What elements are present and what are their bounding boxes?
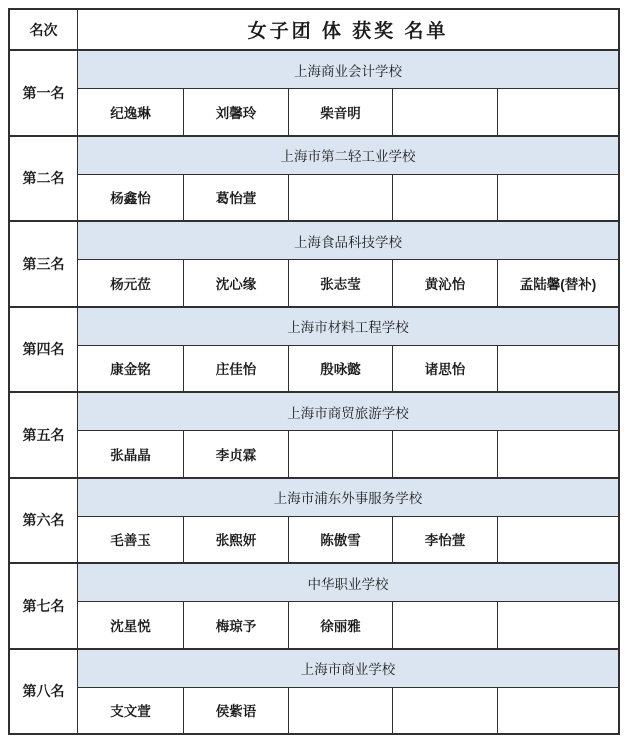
school-cell-5: 上海市商贸旅游学校 [77,391,618,430]
member-cell [497,601,618,648]
member-cell: 刘馨玲 [183,88,288,135]
member-cell [497,430,618,477]
member-cell: 徐丽雅 [288,601,392,648]
member-cell: 葛怡萱 [183,174,288,221]
member-cell: 诸思怡 [392,345,497,392]
member-cell [392,687,497,734]
member-cell: 陈傲雪 [288,516,392,563]
member-cell: 张晶晶 [77,430,183,477]
member-cell: 康金铭 [77,345,183,392]
school-cell-7: 中华职业学校 [77,562,618,601]
school-cell-6: 上海市浦东外事服务学校 [77,477,618,516]
member-cell: 张志莹 [288,259,392,306]
member-cell [392,174,497,221]
rank-column-header: 名次 [29,21,58,38]
member-cell: 支文萱 [77,687,183,734]
member-cell [497,687,618,734]
school-cell-1: 上海商业会计学校 [77,49,618,88]
member-cell [288,687,392,734]
school-cell-2: 上海市第二轻工业学校 [77,135,618,174]
member-cell [392,601,497,648]
member-cell [497,174,618,221]
member-cell: 沈心缘 [183,259,288,306]
member-cell [392,88,497,135]
rank-cell-4: 第四名 [10,306,77,392]
member-cell: 杨元莅 [77,259,183,306]
rank-cell-2: 第二名 [10,135,77,221]
rank-cell-3: 第三名 [10,220,77,306]
school-cell-8: 上海市商业学校 [77,648,618,687]
school-cell-3: 上海食品科技学校 [77,220,618,259]
member-cell [497,88,618,135]
member-cell: 柴音明 [288,88,392,135]
member-cell: 毛善玉 [77,516,183,563]
member-cell [288,174,392,221]
member-cell: 侯紫语 [183,687,288,734]
member-cell: 梅琼予 [183,601,288,648]
member-cell: 沈星悦 [77,601,183,648]
member-cell: 黄沁怡 [392,259,497,306]
rank-cell-6: 第六名 [10,477,77,563]
table-title: 女子团 体 获奖 名单 [77,10,618,49]
rank-cell-7: 第七名 [10,562,77,648]
member-cell [392,430,497,477]
rank-cell-1: 第一名 [10,49,77,135]
member-cell [497,516,618,563]
school-cell-4: 上海市材料工程学校 [77,306,618,345]
member-cell: 庄佳怡 [183,345,288,392]
member-cell: 杨鑫怡 [77,174,183,221]
member-cell: 李贞霖 [183,430,288,477]
member-cell [288,430,392,477]
member-cell: 孟陆馨(替补) [497,259,618,306]
member-cell: 李怡萱 [392,516,497,563]
rank-cell-8: 第八名 [10,648,77,734]
member-cell [497,345,618,392]
member-cell: 纪逸琳 [77,88,183,135]
award-table [8,8,620,735]
rank-cell-5: 第五名 [10,391,77,477]
member-cell: 张熙妍 [183,516,288,563]
member-cell: 殷咏懿 [288,345,392,392]
